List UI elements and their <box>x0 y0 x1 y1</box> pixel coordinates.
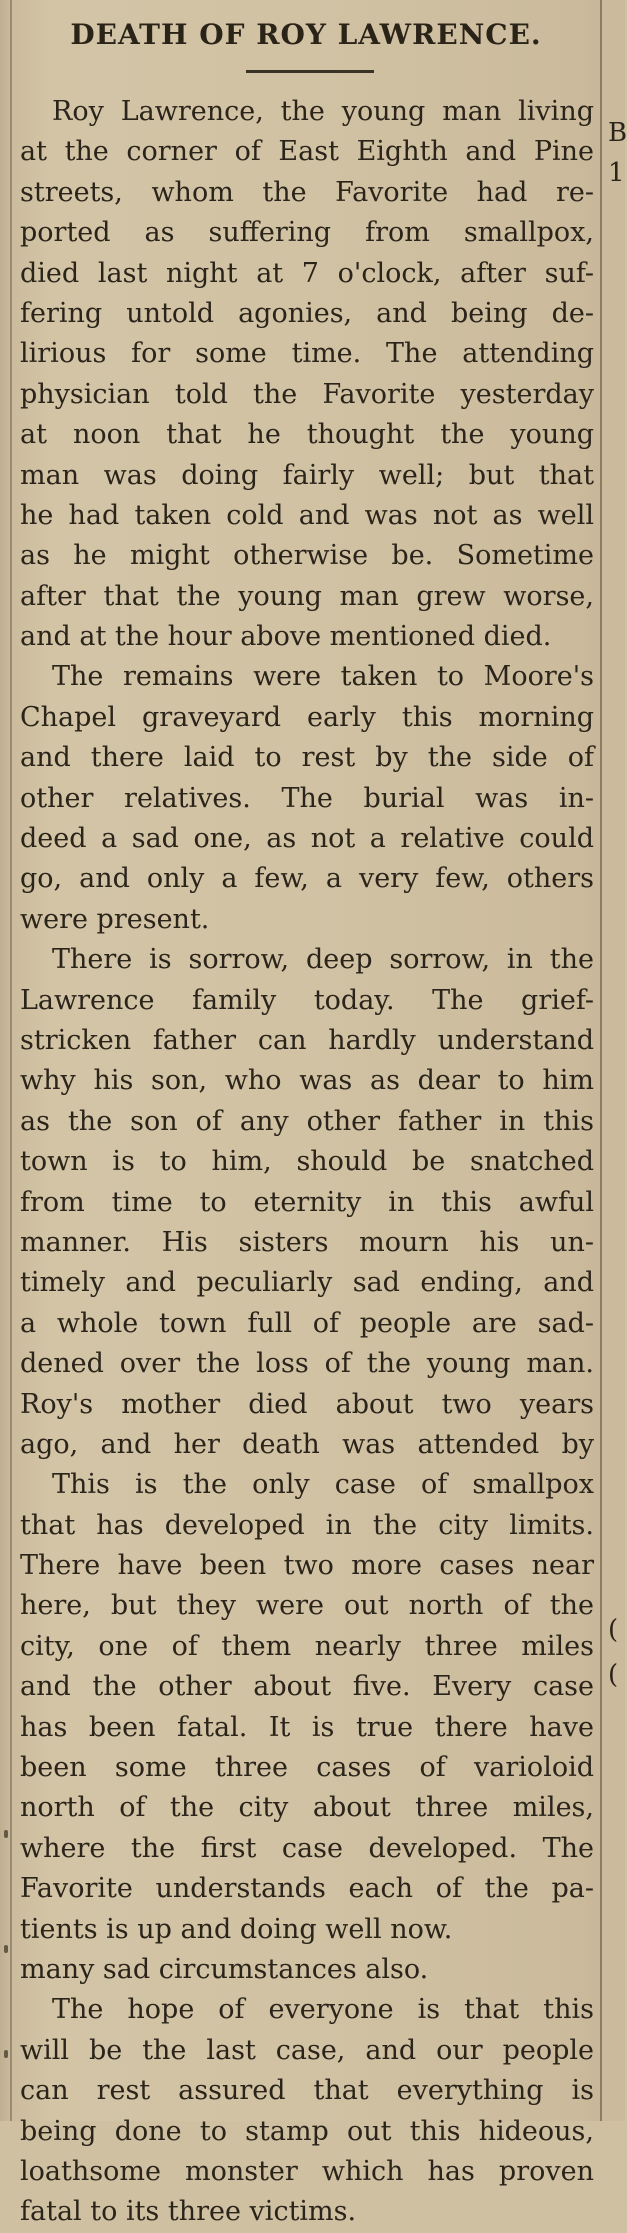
article-line: has been fatal. It is true there have <box>20 1711 594 1743</box>
article-line: loathsome monster which has proven <box>20 2155 594 2187</box>
article-line: streets, whom the Favorite had re- <box>20 176 594 208</box>
article-line: were present. <box>20 903 210 935</box>
adjacent-column-fragment: ( <box>608 1615 619 1645</box>
article-line: go, and only a few, a very few, others <box>20 863 594 895</box>
article-line: Chapel graveyard early this morning <box>20 701 594 733</box>
article-line: here, but they were out north of the <box>20 1590 594 1622</box>
article-line: lirious for some time. The attending <box>20 338 594 370</box>
article-line: city, one of them nearly three miles <box>20 1630 594 1662</box>
article-line: why his son, who was as dear to him <box>20 1065 594 1097</box>
article-line: Favorite understands each of the pa- <box>20 1873 594 1905</box>
article-line: other relatives. The burial was in- <box>20 782 594 814</box>
left-column-rule <box>10 0 12 2121</box>
article-line: he had taken cold and was not as well <box>20 499 594 531</box>
column-mark <box>4 2050 8 2058</box>
article-line: at noon that he thought the young <box>20 419 594 451</box>
article-line: and the other about five. Every case <box>20 1671 594 1703</box>
column-mark <box>4 1945 8 1953</box>
article-line: many sad circumstances also. <box>20 1953 429 1985</box>
article-line: There is sorrow, deep sorrow, in the <box>52 944 594 976</box>
article-line: fatal to its three victims. <box>20 2196 357 2228</box>
adjacent-column-fragment: ( <box>608 1660 619 1690</box>
article-line: after that the young man grew worse, <box>20 580 594 612</box>
adjacent-column-fragment: B <box>608 118 627 148</box>
article-line: at the corner of East Eighth and Pine <box>20 136 594 168</box>
article-line: and at the hour above mentioned died. <box>20 621 552 653</box>
article-line: manner. His sisters mourn his un- <box>20 1226 594 1258</box>
article-line: a whole town full of people are sad- <box>20 1307 594 1339</box>
article-line: This is the only case of smallpox <box>52 1469 594 1501</box>
article-line: can rest assured that everything is <box>20 2075 594 2107</box>
article-line: ago, and her death was attended by <box>20 1428 594 1460</box>
article-line: There have been two more cases near <box>20 1550 594 1582</box>
article-line: will be the last case, and our people <box>20 2034 594 2066</box>
article-body <box>20 92 594 2233</box>
adjacent-column-fragment: 1 <box>608 158 625 188</box>
article-line: The remains were taken to Moore's <box>52 661 594 693</box>
article-line: where the first case developed. The <box>20 1832 594 1864</box>
article-line: ported as suffering from smallpox, <box>20 217 594 249</box>
article-line: Lawrence family today. The grief- <box>20 984 594 1016</box>
article-line: and there laid to rest by the side of <box>20 742 594 774</box>
article-line: been some three cases of varioloid <box>20 1752 594 1784</box>
article-line: as he might otherwise be. Sometime <box>20 540 594 572</box>
article-line: died last night at 7 o'clock, after suf- <box>20 257 594 289</box>
article-line: physician told the Favorite yesterday <box>20 378 594 410</box>
article-line: Roy Lawrence, the young man living <box>52 96 594 127</box>
article-line: from time to eternity in this awful <box>20 1186 594 1218</box>
article-line: fering untold agonies, and being de- <box>20 297 594 329</box>
article-headline: DEATH OF ROY LAWRENCE. <box>70 18 542 51</box>
article-line: deed a sad one, as not a relative could <box>20 823 594 855</box>
article-line: north of the city about three miles, <box>20 1792 594 1824</box>
column-mark <box>4 1830 8 1838</box>
article-line: man was doing fairly well; but that <box>20 459 594 491</box>
article-line: Roy's mother died about two years <box>20 1388 594 1420</box>
adjacent-column <box>602 0 625 2121</box>
article-line: tients is up and doing well now. <box>20 1913 453 1945</box>
article-line: stricken father can hardly understand <box>20 1024 594 1056</box>
article-line: being done to stamp out this hideous, <box>20 2115 594 2147</box>
article-line: as the son of any other father in this <box>20 1105 594 1137</box>
article-line: town is to him, should be snatched <box>20 1146 594 1178</box>
article-line: that has developed in the city limits. <box>20 1509 594 1541</box>
article-line: timely and peculiarly sad ending, and <box>20 1267 594 1299</box>
article-line: dened over the loss of the young man. <box>20 1348 594 1380</box>
headline-rule <box>246 70 374 73</box>
article-line: The hope of everyone is that this <box>52 1994 594 2026</box>
